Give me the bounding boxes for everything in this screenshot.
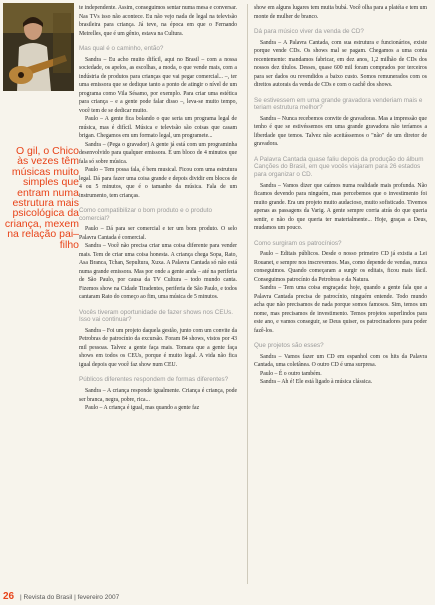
interview-question: Como surgiram os patrocínios? — [254, 239, 342, 247]
interview-question: Que projetos são esses? — [254, 342, 324, 350]
interview-answer: Paulo – A gente fica bolando o que seria um programa legal de música, mas é difícil. Música e televisão são coisas que casam brigan. Chegamos em um formato legal, um programete... — [79, 116, 237, 140]
photo-musician — [3, 3, 74, 91]
interview-answer: Sandra – Você não precisa criar uma coisa diferente para vender mais. Tem de criar uma coisa honesta. A criança chega Sopa, Rato, Asa Branca, Tchan, Sepultura, Xuxa. A Palavra Cantada só não está numa grande emissora. Mas por onde a gente anda – até na periferia de São Paulo, por causa da TV Cultura – todo mundo canta. Fizemos show na Cidade Tiradentes, periferia de São Paulo, e todos cantaram Rato do começo ao fim, uma música de 5 minutos. — [79, 243, 237, 301]
pull-quote: O gil, o Chico às vezes têm músicas muito simples que entram numa estrutura mais psicológica da criança, mexem na relação pai–filho — [4, 145, 79, 251]
footer-year: 2007 — [104, 594, 120, 601]
interview-answer: Paulo – É o outro também. — [260, 370, 322, 377]
footer-publication — [20, 589, 119, 605]
column-divider — [247, 4, 248, 584]
page-number: 26 — [3, 591, 15, 602]
interview-answer: Sandra – Vamos dizer que caímos numa realidade mais profunda. Não ficamos devendo para ninguém, mas percebemos que o investimento foi muito grande. Era um projeto muito audacioso, muito sofisticado. Tivemos apenas as passagens da Varig. A gente sempre corria atrás do que queria sentir, e não do que queria ter materialmente... Hoje, graças a Deus, mudamos um pouco. — [254, 182, 427, 232]
interview-answer: Sandra – Tem uma coisa engraçada: hoje, quando a gente fala que a Palavra Cantada precisa de patrocínio, ninguém entende. Todo mundo acha que não precisamos de nada porque somos famosos. Sim, temos um nome, mas precisamos de investimento. Temos projetos superlindos para este ano, e vamos conseguir, se Deus quiser, os patrocinadores para poder fazê-los. — [254, 285, 427, 334]
interview-answer: Sandra – Nunca recebemos convite de gravadoras. Mas a impressão que tenho é que se estivéssemos em uma grande gravadora não teríamos a liberdade que temos. Talvez não aceitássemos o "não" de um diretor de gravadora. — [254, 115, 427, 148]
interview-answer: Paulo – A criança é igual, mas quando a gente faz — [85, 405, 200, 412]
musician-image — [3, 3, 74, 91]
interview-answer: Sandra – Foi um projeto daquela gestão, junto com um convite da Petrobras de patrocínio da excursão. Foram 84 shows, vistos por 43 mil pessoas. Talvez a gente faça mais. Tomara que a gente faça shows em todos os CEUs, porque é muito legal. A vida não fica igual depois que você faz show num CEU. — [79, 327, 237, 368]
interview-answer: Paulo – Dá para ser comercial e ter um bom produto. O selo Palavra Cantada é comercial. — [79, 226, 237, 241]
column-left — [79, 4, 237, 413]
interview-answer: Paulo – Editais públicos. Desde o nosso primeiro CD já existia a Lei Rouanet, e sempre nos inscrevemos. Mas, como depende de vendas, nunca conseguimos. Quando começaram a surgir os editais, ficou mais fácil. Conseguimos patrocínio da Petrobras e da Natura. — [254, 251, 427, 283]
interview-question: Dá para músico viver da venda de CD? — [254, 28, 364, 35]
interview-answer: Sandra – A criança responde igualmente. Criança é criança, pode ser branca, negra, pobre, rica... — [79, 388, 237, 403]
footer-separator: | — [20, 594, 22, 601]
footer-separator: | — [74, 594, 76, 601]
interview-answer: Sandra – A Palavra Cantada, com sua estrutura e funcionários, existe porque vende CDs. Os shows mal se pagam. Chegamos a uma conta recentemente: mandamos fabricar, em dez anos, 1,2 milhão de CDs dos nossos dez títulos. Desses, quase 600 mil foram comprados por terceiros para ser dados ou revendidos a baixo custo. Somos remunerados com os direitos autorais da venda de CDs e com o cachê dos shows. — [254, 39, 427, 89]
interview-question: Se estivessem em uma grande gravadora venderiam mais e teriam estrutura melhor? — [254, 96, 423, 112]
interview-question: Como compatibilizar o bom produto e o produto comercial? — [79, 207, 213, 222]
interview-question: A Palavra Cantada quase faliu depois da produção do álbum Canções do Brasil, em que vocês viajaram para 26 estados para organizar o CD. — [254, 155, 424, 178]
interview-question: Públicos diferentes respondem de formas diferentes? — [79, 376, 229, 384]
interview-answer: Sandra – (Pega o gravador) A gente já está com um programinha desenvolvido para qualquer emissora. É um bloco de 4 minutos que fala só sobre música. — [79, 141, 237, 165]
interview-question: Vocês tiveram oportunidade de fazer shows nos CEUs. Isso vai continuar? — [79, 308, 234, 324]
footer-month: fevereiro — [77, 594, 103, 601]
interview-answer: Sandra – Vamos fazer um CD em espanhol com os hits da Palavra Cantada, uma coletânea. O outro CD é uma surpresa. — [254, 353, 427, 369]
page-footer — [0, 588, 435, 605]
interview-answer: te independente. Assim, conseguimos sentar numa mesa e conversar. Nas TVs isso não acontece. Eu não vejo nada de legal na televisão brasileira para criança. Já teve, na época em que o Fernando Meirelles, que é um gênio, estava na Cultura. — [79, 5, 237, 37]
column-right — [254, 4, 427, 387]
interview-answer: show em alguns lugares tem muita bubá. Você olha para a platéia e tem um monte de mulher de branco. — [254, 5, 427, 20]
interview-answer: Paulo – Tem possa fala, é bem musical. Ficou com uma estrutura legal. Dá para fazer uma coisa grande e depois dividir em blocos de 4 ou 5 minutos, que é o tamanho da música. Fala de um instrumento, tem crianças. — [79, 167, 237, 199]
interview-question: Mas qual é o caminho, então? — [79, 45, 164, 52]
footer-magazine-name: Revista do Brasil — [23, 594, 73, 601]
interview-answer: Sandra – Eu acho muito difícil, aqui no Brasil – com a nossa sociedade, os apelos, as escolhas, a moda, o que vende mais, com a indústria de produtos para crianças que vai pegar comercial... –, ter uma emissora que se dedique tanto a ponto de atingir o nível de um programa como Vila Sésamo, por exemplo. Para criar uma estética para criança – e a gente pode falar disso –, leva-se muito tempo, você tem de se dedicar muito. — [79, 56, 237, 114]
interview-answer: Sandra – Ah é! Ele está ligado à música clássica. — [260, 379, 373, 386]
